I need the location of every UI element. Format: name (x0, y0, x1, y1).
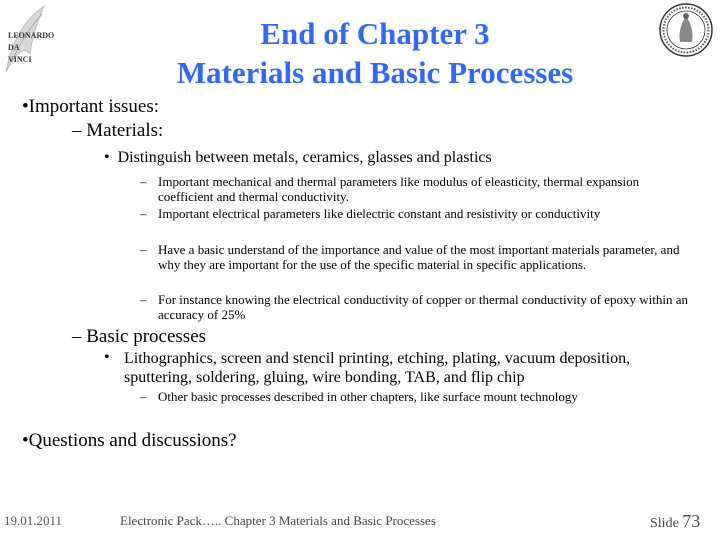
title-line-2: Materials and Basic Processes (176, 55, 574, 90)
bullet-basic-processes (72, 326, 206, 348)
dash-marker: – (140, 242, 147, 257)
university-seal-icon (658, 2, 714, 58)
svg-text:DA: DA (8, 43, 20, 52)
dash-marker: – (140, 292, 147, 307)
bullet-text: Basic processes (86, 326, 207, 347)
bullet-dot: • (22, 430, 29, 451)
bullet-distinguish (104, 149, 492, 167)
dash-marker: – (72, 120, 87, 141)
bullet-questions (22, 430, 237, 452)
slide-title (120, 14, 630, 92)
dash-marker: – (72, 326, 87, 347)
leonardo-logo (2, 2, 58, 80)
bullet-important-issues (22, 96, 159, 118)
bullet-materials (72, 120, 163, 142)
bullet-text: Materials: (86, 120, 164, 141)
dash-marker: – (140, 174, 147, 189)
bullet-dot: • (104, 149, 118, 166)
slide-label: Slide (650, 516, 679, 531)
svg-text:VINCI: VINCI (8, 55, 32, 64)
material-item-2: Important electrical parameters like dielectric constant and resistivity or conductivity (158, 206, 601, 221)
dash-marker: – (140, 389, 147, 404)
bullet-text: Questions and discussions? (28, 430, 237, 451)
dash-marker: – (140, 206, 147, 221)
material-item-1: Important mechanical and thermal parameters like modulus of eleasticity, thermal expansion coefficient and thermal conductivity. (158, 174, 640, 204)
bullet-lithographics: Lithographics, screen and stencil printing, etching, plating, vacuum deposition, sputtering, soldering, gluing, wire bonding, TAB, and flip chip (124, 350, 631, 386)
title-line-1: End of Chapter 3 (260, 16, 490, 51)
bullet-dot: • (22, 96, 29, 117)
footer-slide-number (650, 511, 700, 532)
bullet-text: Distinguish between metals, ceramics, glasses and plastics (117, 149, 492, 166)
bullet-other-processes: Other basic processes described in other chapters, like surface mount technology (158, 389, 578, 404)
footer-chapter: Electronic Pack….. Chapter 3 Materials and Basic Processes (120, 513, 436, 528)
dash-marker-bullet: • (104, 349, 110, 366)
material-item-4: For instance knowing the electrical conductivity of copper or thermal conductivity of epoxy within an accuracy of 25% (158, 292, 688, 322)
footer-date: 19.01.2011 (4, 513, 63, 528)
slide-number: 73 (682, 511, 701, 531)
bullet-text: Important issues: (28, 96, 160, 117)
svg-text:LEONARDO: LEONARDO (8, 31, 55, 40)
material-item-3: Have a basic understand of the importance and value of the most important materials parameter, and why they are important for the use of the specific material in specific applications. (158, 242, 680, 272)
